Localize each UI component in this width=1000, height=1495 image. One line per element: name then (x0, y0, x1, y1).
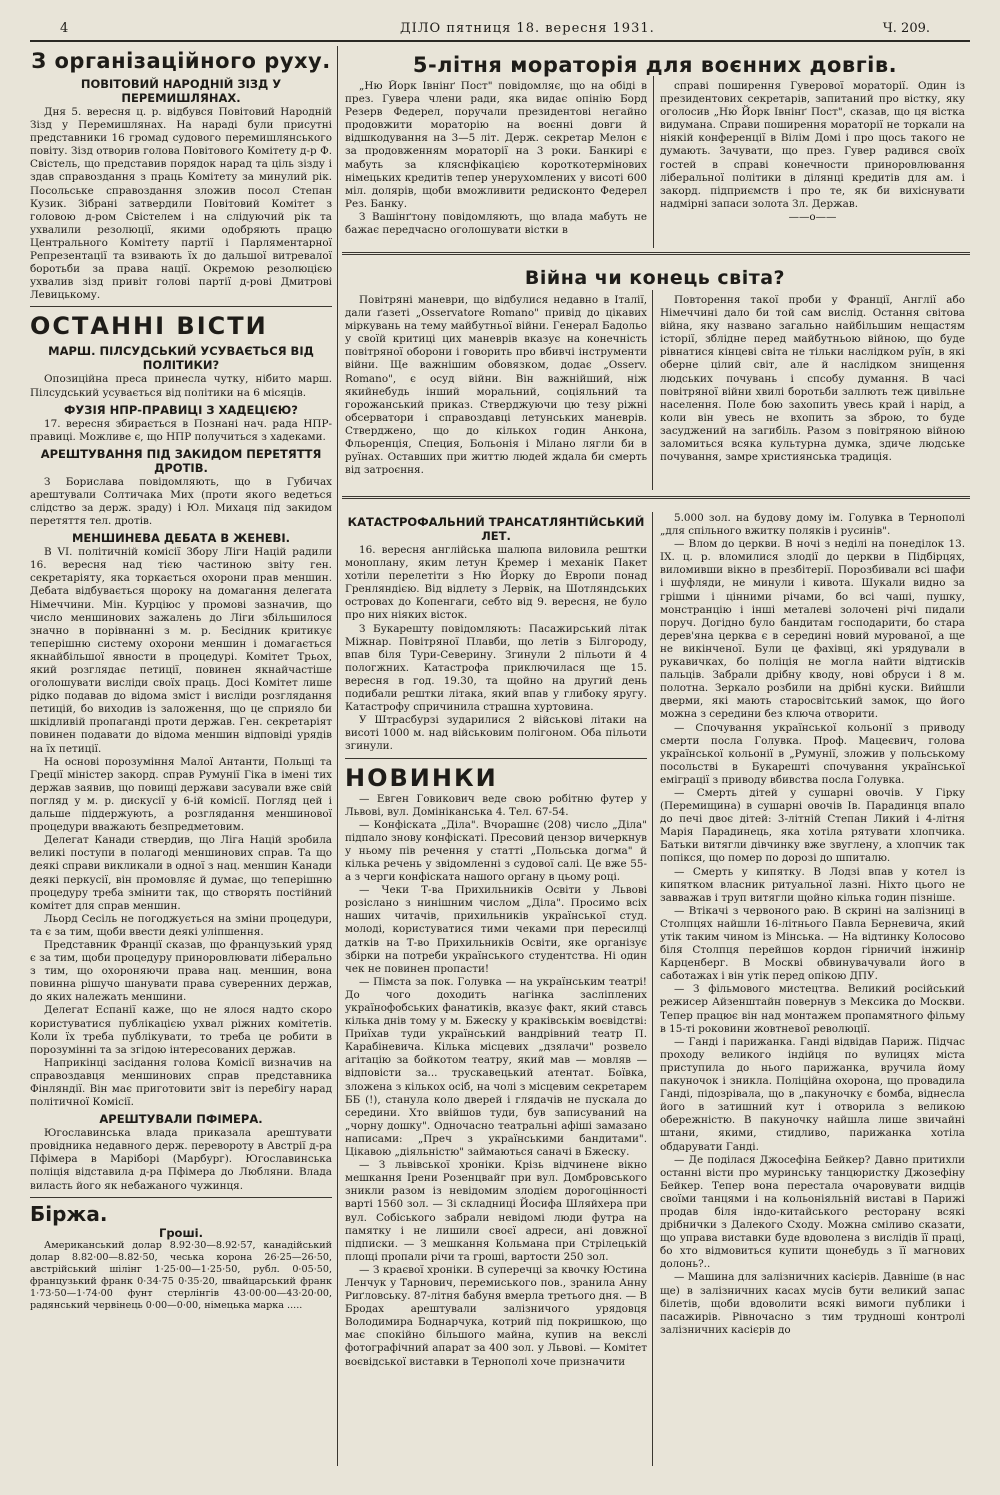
war-right (660, 294, 965, 492)
article-body: Дня 5. вересня ц. р. відбувся Повітовий Народній Зізд у Перемишлянах. На нараді були присутні представники 16 громад судового перемишлянського повіту. Зізд отворив голова Повітового Комітету д-р Ф. Свістель, що представив порядок нарад та ціль зізду і здав справоздання з праць Комітету за минулий рік. Посольське справоздання зложив посол Степан Кузик. Зібрані затвердили Повітовий Комітет з головою д-ром Свістелем і на слідуючий рік та ухвалили резолюції, якими одобряють працю Центрального Комітету партії і Парляментарної Репрезентації та взивають їх до дальшої витревалої боротьби за права нації. Окремою резолюцією ухвалив зізд привіт голові партії д-рові Дмитрові Левицькому. (30, 106, 332, 302)
page-number: 4 (60, 21, 69, 36)
headline-organization: З організаційного руху. (31, 49, 331, 73)
moratorium-left (345, 80, 647, 248)
page-header (30, 18, 970, 42)
headline-war: Війна чи конець світа? (524, 267, 786, 289)
article-body: Повторення такої проби у Франції, Англії або Німеччині дало би той сам вислід. Остання світова війна, яку названо загально найбільшим нещастям історії, зблідне перед майбутньою війною, що буде рівнатися кінцеві світа не тільки наслідком руїн, в які оберне цілий світ, але й наслідком знищення людських почувань і спсобу думання. В часі повітряної війни хвилі боротьби заллють теж цивільне населення. Поле бою захопить увесь край і нарід, а коли він увесь не вхопить за зброю, то буде засуджений на загибіль. Разом з повітряною війною заломиться всяка культурна думка, здиче людське почування, замре християнська традиція. (660, 294, 965, 464)
right-column (660, 512, 965, 1468)
column-rule (653, 76, 654, 248)
news-headline: КАТАСТРОФАЛЬНИЙ ТРАНСАТЛЯНТІЙСЬКИЙ ЛЕТ. (347, 515, 645, 543)
section-news: НОВИНКИ (345, 763, 498, 792)
left-column (30, 48, 332, 1468)
column-rule (337, 46, 338, 1466)
news-item: — Машина для залізничних касієрів. Давніше (в нас ще) в залізничних касах мусів бути великий запас білетів, щоби вдоволити всякі вимоги публики і пасажирів. Рівночасно з тим трудноші контролі залізничних касієрів до (660, 1271, 965, 1336)
news-body: Делегат Еспанії каже, що не ялося надто скоро користуватися публікацією ухвал ріжних комітетів. Коли їх треба публікувати, то треба це робити в порозумінні та за згідою інтересованих держав. (30, 1004, 332, 1056)
news-body: В VI. політичній комісії Збору Ліги Націй радили 16. вересня над тією частиною звіту ген. секретаріяту, яка торкається охорони прав меншин. Дебата відбувається щороку на домагання делегата Німеччини. Мін. Курціюс у промові зазначив, що число меншинових зажалень до Ліги збільшилося значно в порівнанні з м. р. Бесідник критикує теперішню систему охорони меншин і домагається якнайбільшої явности в процедурі. Комітет Трьох, який розглядає петиції, повинен якнайчастіше оголошувати висліди своїх праць. Досі Комітет лише рідко подавав до відома зміст і висліди розглядання петицій, бо виходив із заложення, що це сприяло би шкідливій пропаганді проти держав. Ген. секретаріят повинен подавати до відома меншин відповіді урядів на їх петиції. (30, 546, 332, 755)
section-latest-news: ОСТАННІ ВІСТИ (30, 312, 268, 341)
news-item: — Спочування української кольонії з приводу смерти посла Голувка. Проф. Мацеєвич, голова української кольонії в „Румунії, зложив у польському посольстві в Букарешті спочування української еміграції з приводу вбивства посла Голувка. (660, 721, 965, 786)
article-body: Повітряні маневри, що відбулися недавно в Італії, дали ґазеті „Osservatore Romano" привід до цікавих міркувань на тему майбутньої війни. Генерал Бадольо у своїй критиці цих маневрів вказує на конечність повітряної оборони і говорить про вбивчі інструменти війни. Ще важнішим обовязком, додає „Osserv. Romano", є осуд війни. Він важнійший, ніж якийнебудь інший моральний, соціяльний та горожанський приказ. Стверджуючи цю тезу ріжні обсерватори і справоздавці летунських маневрів. Стверджено, що до кількох годин Анкона, Фльоренція, Специя, Больонія і Мілано лягли би в руїнах. Оставших при життю людей ждала би смерть від затроєння. (345, 294, 647, 477)
article-body: З Букарешту повідомляють: Пасажирський літак Міжнар. Повітряної Плавби, що летів з Білгороду, впав біля Тури-Северину. Згинули 2 пільоти й 4 пологжних. Катастрофа приключилася ще 15. вересня в год. 19.30, та щойно на другий день подибали рештки літака, який впав у глибоку яругу. Катастрофу спричинила страшна хуртовина. (345, 622, 647, 714)
masthead-date: ДІЛО пятниця 18. вересня 1931. (400, 21, 655, 36)
issue-number: Ч. 209. (882, 21, 930, 36)
news-headline: АРЕШТУВАЛИ ПФІМЕРА. (99, 1112, 263, 1127)
exchange-rates: Американський долар 8.92·30—8.92·57, канадійський долар 8.82·00—8.82·50, чеська корона 26·25—26·50, австрійський шілінг 1·25·00—1·25·50, рубл. 0·05·50, французький франк 0·34·75 0·35·20, швайцарський франк 1·73·50—1·74·00 фунт стерлінгів 43·00·00—43·20·00, радянський червінець 0·00—0·00, німецька марка ..... (30, 1239, 332, 1311)
news-item: — Втікачі з червоного раю. В скрині на залізниці в Столпцях найшли 16-літнього Павла Берневича, який утік таким чином із Мінська. — На відтинку Колосово біля Столпця перейшов кордон гірничий інжинір Карценберг. В Москві обвинувачували його в саботажах і він утік перед опікою ДПУ. (660, 904, 965, 983)
moratorium-right (660, 80, 965, 248)
news-body: Наприкінці засідання голова Комісії визначив на справоздавця меншинових справ представника Фінляндії. Він має приготовити звіт із перебігу нарад політичної Комісії. (30, 1056, 332, 1109)
news-item: — З краєвої хроніки. В суперечці за квочку Юстина Ленчук у Тарнович, перемиського пов., зранила Анну Риґловську. 87-літня бабуня вмерла третього дня. — В Бродах арештували залізничого урядовця Володимира Боднарчука, котрий під покришкою, що має спокійно більшого майна, купив на векслі фотографічний апарат за 400 зол. у Львові. — Комітет воєвідської виставки в Тернополі хоче призначити (345, 1263, 647, 1368)
article-body: З Вашінґтону повідомляють, що влада мабуть не бажає передчасно оголошувати вістки в (345, 210, 647, 237)
news-item: — Смерть у кипятку. В Лодзі впав у котел із кипятком власник ритуальної лазні. Ніхто цього не завважав і труп витягли щойно кілька годин пізніше. (660, 865, 965, 904)
news-body: З Борислава повідомляють, що в Губичах арештували Солтичака Мих (проти якого ведеться слідство за держ. зраду) і Юл. Михаця під закидом перетяття тел. дротів. (30, 475, 332, 528)
article-body: справі поширення Гуверової мораторії. Один із президентових секретарів, запитаний про вістку, яку оголосив „Ню Йорк Івнінґ Пост", сказав, що ця вістка видумана. Справи поширення мораторії не торкали на ніякій конференції в Вілім Домі і про щось такого не думають. Зачувати, що през. Гувер радився своїх гостей в справі конечности приноровлювання ліберальної політики в ділянці кредитів для ам. і закорд. підприємств і про те, як би вихіснувати надмірні запаси золота Зл. Держав. (660, 80, 965, 210)
news-item: — Смерть дітей у сушарні овочів. У Гірку (Перемищина) в сушарні овочів Ів. Парадинця впало до печі двоє дітей: 3-літній Степан Ликий і 4-літня Марія Парадинець, яка хотіла рятувати хлопчика. Батьки витягли дівчинку вже звуглену, а хлопчик так попікся, що помер по дорозі до шпиталю. (660, 786, 965, 865)
news-item: — Влом до церкви. В ночі з неділі на понеділок 13. IX. ц. р. вломилися злодії до церкви в Підбірцях, виломивши вікно в презбітерії. Порозбивали всі шафи і шуфляди, не минули і кивота. Шукали видно за грішми і цінними річами, бо всі чаші, пушку, монстранцію і інші металеві золочені річі пидали поруч. Догідно було бандитам господарити, бо стара дерев'яна церква є в середині новий мурованої, а ще не викінченої. Були це фахівці, які урядували в рукавичках, бо поліція не могла найти відтисків пальців. Забрали дрібну кводу, нові обруси і 8 м. полотна. Зеркало розбили на дрібні куски. Вийшли дверми, які мають старосвітський замок, що його можна з середини без ключа отворити. (660, 538, 965, 721)
article-body: У Штрасбурзі зударилися 2 військові літаки на висоті 1000 м. над військовим полігоном. Оба пільоти згинули. (345, 714, 647, 753)
article-body: „Ню Йорк Івнінґ Пост" повідомляє, що на обіді в през. Гувера члени ради, яка видає опінію Борд Резерв Федерел, поручали президентові негайно продовжити мораторію на воєнні довги й відшкодування на 3—5 літ. Держ. секретар Мелон є за продовженням мораторії на 3 роки. Банкирі є мабуть за кляснфікацією короткотермінових німецьких кредитів тепер унерухомлених у висоті 600 міл. долярів, щоби вможливити редисконто Федерел Рез. Банку. (345, 80, 647, 210)
section-exchange: Біржа. (30, 1201, 108, 1226)
subhead-zizd: ПОВІТОВИЙ НАРОДНІЙ ЗІЗД У ПЕРЕМИШЛЯНАХ. (80, 77, 282, 105)
news-item: — Конфіската „Діла". Вчорашнє (208) число „Діла" підпало знову конфіскаті. Пресовий цензор вичеркнув у ньому пів речення у статті „Польська догма" й кілька речень у звідомленні з судової салі. Це вже 55-а з черги конфіската нашого органу в цьому році. (345, 818, 647, 884)
news-body: Льорд Сесіль не погоджується на зміни процедури, та є за тим, щоби ввести деякі уліпшення. (30, 912, 332, 938)
news-headline: МАРШ. ПІЛСУДСЬКИЙ УСУВАЄТЬСЯ ВІД ПОЛІТИКИ? (48, 344, 314, 373)
news-item: — З фільмового мистецтва. Великий російський режисер Айзенштайн повернув з Мексика до Москви. Тепер працює він над монтажем пропамятного фільму в 15-ті роковини жовтневої революції. (660, 983, 965, 1035)
news-body: Югославинська влада приказала арештувати провідника недавного держ. перевороту в Австрії д-ра Пфімера в Маріборі (Марбург). Югославинська поліція відставила д-ра Пфімера до Любляни. Влада виласть його як небажаного чужинця. (30, 1127, 332, 1192)
column-rule (652, 290, 653, 490)
news-item: 5.000 зол. на будову дому ім. Голувка в Тернополі „для спільного вжитку поляків і русинів". (660, 512, 965, 538)
column-rule (652, 512, 653, 1466)
war-left (345, 294, 647, 492)
section-divider (342, 496, 970, 499)
middle-column (345, 512, 647, 1468)
news-headline: МЕНШИНЕВА ДЕБАТА В ЖЕНЕВІ. (71, 531, 290, 546)
section-divider (342, 252, 970, 255)
news-item: — Ганді і парижанка. Ганді відвідав Париж. Підчас проходу великого індійця по вулицях міста приступила до нього парижанка, вручила йому пакуночок і зникла. Поліційна охорона, що провадила Ганді, підозрівала, що в „пакуночку є бомба, віднесла його в затишний кут і отворила з великою обережністю. В пакуночку найшла лише звичайні штани, якими, стидливо, парижанка хотіла обдарувати Ганді. (660, 1035, 965, 1153)
exchange-money-label: Гроші. (159, 1225, 203, 1240)
news-headline: АРЕШТУВАННЯ ПІД ЗАКИДОМ ПЕРЕТЯТТЯ ДРОТІВ. (40, 446, 322, 475)
headline-moratorium: 5-літня мораторія для воєнних довгів. (412, 53, 898, 77)
news-headline: ФУЗІЯ НПР-ПРАВИЦІ З ХАДЕЦІЄЮ? (64, 402, 298, 417)
news-body: На основі порозуміння Малої Антанти, Польщі та Греції міністер закорд. справ Румунії Гіка в імені тих держав заявив, що повищі держави засували вже свій погляд у м. р. дискусії у 6-ій комісії. Погляд цей і дальше піддержують, а розглядання меншинової процедури вважають безпредметовим. (30, 755, 332, 834)
news-body: Представник Франції сказав, що французький уряд є за тим, щоби процедуру приноровлювати ліберально з тим, що охороняючи права нац. меншин, вона повинна рішучо шанувати права суверенних держав, до яких належать меншини. (30, 938, 332, 1004)
news-body: Опозиційна преса принесла чутку, нібито марш. Пілсудський усувається від політики на 6 місяців. (30, 373, 332, 399)
separator: ——о—— (788, 210, 837, 223)
news-body: 17. вересня збирається в Познані нач. рада НПР-правиці. Можливе є, що НПР получиться з хадеками. (30, 417, 332, 443)
news-body: Делегат Канади ствердив, що Ліга Націй зробила великі поступи в полагоді меншинових справ. Та що деякі справи викликали в одної з нац. меншин Канади деякі перкусії, він промовляє й думає, що теперішню процедуру треба змінити так, що створять постійний комітет для справ меншин. (30, 834, 332, 912)
news-item: — Чеки Т-ва Прихильників Освіти у Львові розіслано з нинішним числом „Діла". Просимо всіх наших читачів, прихильників української студ. молоді, користуватися тими чеками при пересилці датків на Т-во Прихильників Освіти, яке організує збірки на потреби українського студентства. Ні один чек не повинен пропасти! (345, 884, 647, 975)
news-item: — Де поділася Джосефіна Бейкер? Давно притихли останні вісти про муринську танцюристку Джозефіну Бейкер. Тепер вона перестала очаровувати видців своїми танцями і на кольоніяльній виставі в Парижі продав біля індо-китайського ресторану всякі дрібнички з Далекого Сходу. Можна сміливо сказати, що управа виставки буде вдоволена з вислідів її праці, бо хто відмовиться купити щонебудь з її магнових долонь?.. (660, 1153, 965, 1271)
article-body: 16. вересня англійська шалюпа виловила рештки моноплану, яким летун Кремер і механік Пакет хотіли перелетіти з Ню Йорку до Европи понад Гренляндією. Від відлету з Лервік, на Шотляндських островах до Копенгаги, себто від 9. вересня, не було про них ніяких вісток. (345, 544, 647, 622)
news-item: — Евген Говикович веде свою робітню футер у Львові, вул. Домініканська 4. Тел. 67-54. (345, 792, 647, 818)
news-item: — Пімста за пок. Голувка — на українським театрі! До чого доходить нагінка засліплених українофобських фанатиків, вказує факт, який ставсь кілька днів тому у м. Бжеску у краківськім воєвідстві: Приїхав туди український вандрівний театр П. Карабіневича. Кілька місцевих „дзялачи" розвело агітацію за бойкотом театру, який мав — мовляв — відповісти за... трускавецький атентат. Боївка, зложена з кількох осіб, на чолі з місцевим секретарем ББ (!), станула коло дверей і глядачів не пускала до середини. Хто ввійшов туди, був записуваний на „чорну дошку". Одночасно театральні афіші замазано написами: „Преч з українськими бандитами". Цікавою „діяльністю" займаються саначі в Бжеску. (345, 975, 647, 1159)
news-item: — З львівської хроніки. Крізь відчинене вікно мешкання Ірени Розенцвайг при вул. Домбровського зникли разом із невідомим злодієм дорогоцінності варті 1560 зол. — Зі складниці Йосифа Шляйхера при вул. Собіського забрали невідомі люди футра на памятку і не лишили своєї адреси, ані довжної підписки. — З мешкання Кольмана при Стрілецькій площі пропали річи та гроші, вартости 250 зол. (345, 1159, 647, 1263)
